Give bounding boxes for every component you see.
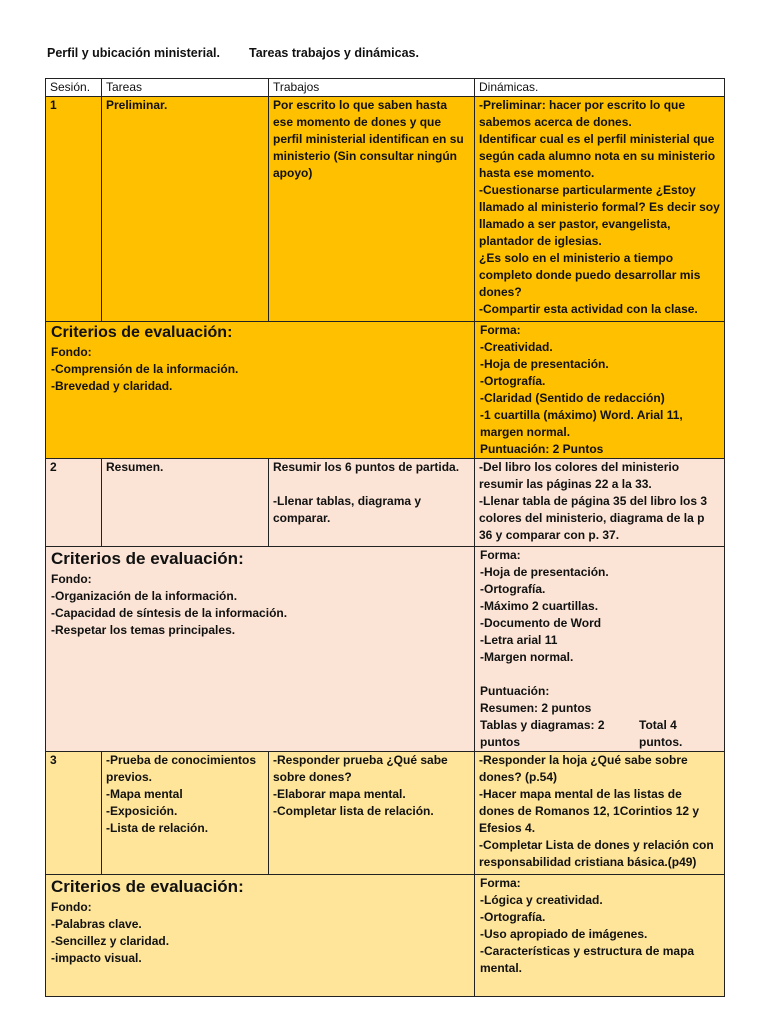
trabajo-item: -Completar lista de relación.: [273, 804, 434, 818]
forma-item: -Características y estructura de mapa mental.: [480, 944, 698, 975]
forma-total-line: [480, 717, 719, 751]
session-row-3: [46, 752, 725, 875]
header-sesion: Sesión.: [46, 79, 102, 97]
fondo-item: -Sencillez y claridad.: [51, 934, 170, 948]
fondo-item: -impacto visual.: [51, 951, 142, 965]
session-tareas: [102, 97, 269, 322]
fondo-item: -Respetar los temas principales.: [51, 623, 236, 637]
trabajo-item: Resumir los 6 puntos de partida.: [273, 460, 460, 474]
header-tareas: Tareas: [102, 79, 269, 97]
forma-item: -Hoja de presentación.: [480, 357, 609, 371]
criterios-fondo: [46, 875, 475, 997]
forma-label: Forma:: [480, 323, 521, 337]
dinamica-item: -Llenar tabla de página 35 del libro los 3 colores del ministerio, diagrama de la p 36 y comparar con p. 37.: [479, 494, 711, 542]
spacer: [480, 666, 719, 683]
header-dinamicas: Dinámicas.: [475, 79, 725, 97]
forma-item: Puntuación: 2 Puntos: [480, 442, 604, 456]
criterios-title: Criterios de evaluación:: [51, 549, 244, 568]
tarea-item: -Prueba de conocimientos previos.: [106, 753, 260, 784]
session-row-2: [46, 459, 725, 547]
criterios-forma: [475, 875, 725, 997]
dinamica-item: -Responder la hoja ¿Qué sabe sobre dones? (p.54): [479, 753, 692, 784]
dinamica-item: -Cuestionarse particularmente ¿Estoy llamado al ministerio formal? Es decir soy llamado a ser pastor, evangelista, plantador de iglesias.: [479, 183, 724, 248]
heading-right: Tareas trabajos y dinámicas.: [248, 46, 419, 60]
session-dinamicas: [475, 459, 725, 547]
session-number: 3: [46, 752, 102, 875]
criterios-forma: [475, 547, 725, 752]
session-tareas: [102, 459, 269, 547]
trabajo-item: -Elaborar mapa mental.: [273, 787, 406, 801]
session-dinamicas: [475, 752, 725, 875]
forma-item: -Ortografía.: [480, 582, 546, 596]
dinamica-item: -Del libro los colores del ministerio resumir las páginas 22 a la 33.: [479, 460, 683, 491]
fondo-item: -Organización de la información.: [51, 589, 238, 603]
heading-left: Perfil y ubicación ministerial.: [47, 46, 220, 60]
session-number: 1: [46, 97, 102, 322]
dinamica-item: Identificar cual es el perfil ministerial que según cada alumno nota en su ministerio hasta ese momento.: [479, 132, 719, 180]
forma-item: -Lógica y creatividad.: [480, 893, 603, 907]
forma-item: -Hoja de presentación.: [480, 565, 609, 579]
table-header-row: [46, 79, 725, 97]
criterios-title: Criterios de evaluación:: [51, 324, 233, 341]
forma-item: -Creatividad.: [480, 340, 553, 354]
session-trabajos: [269, 97, 475, 322]
fondo-label: Fondo:: [51, 345, 92, 359]
session-trabajos: [269, 752, 475, 875]
fondo-label: Fondo:: [51, 572, 92, 586]
fondo-label: Fondo:: [51, 900, 92, 914]
forma-item: -Margen normal.: [480, 650, 574, 664]
forma-label: Forma:: [480, 876, 521, 890]
tarea-item: Resumen.: [106, 460, 164, 474]
forma-item: -Letra arial 11: [480, 633, 558, 647]
criterios-forma: [475, 322, 725, 459]
forma-item: -Máximo 2 cuartillas.: [480, 599, 599, 613]
total-points: Total 4 puntos.: [639, 718, 683, 749]
session-row-1: [46, 97, 725, 322]
sessions-table: [45, 78, 725, 997]
tarea-item: -Mapa mental: [106, 787, 183, 801]
forma-item: -Ortografía.: [480, 374, 546, 388]
dinamica-item: -Hacer mapa mental de las listas de dones de Romanos 12, 1Corintios 12 y Efesios 4.: [479, 787, 703, 835]
trabajo-item: Por escrito lo que saben hasta ese momento de dones y que perfil ministerial identifican en su ministerio (Sin consultar ningún apoyo): [273, 98, 468, 180]
puntuacion-label: Puntuación:: [480, 684, 550, 698]
forma-item: Resumen: 2 puntos: [480, 701, 592, 715]
document-heading: [47, 46, 419, 60]
fondo-item: -Brevedad y claridad.: [51, 379, 173, 393]
criterios-fondo: [46, 322, 475, 459]
dinamica-item: -Compartir esta actividad con la clase.: [479, 302, 698, 316]
forma-item: -Claridad (Sentido de redacción): [480, 391, 665, 405]
session-tareas: [102, 752, 269, 875]
forma-item: Tablas y diagramas: 2 puntos: [480, 718, 605, 749]
criterios-row-1: [46, 322, 725, 459]
criterios-row-2: [46, 547, 725, 752]
dinamica-item: -Completar Lista de dones y relación con responsabilidad cristiana básica.(p49): [479, 838, 718, 869]
tarea-item: -Exposición.: [106, 804, 178, 818]
header-trabajos: Trabajos: [269, 79, 475, 97]
session-trabajos: [269, 459, 475, 547]
forma-item: -Documento de Word: [480, 616, 602, 630]
forma-label: Forma:: [480, 548, 521, 562]
forma-item: -1 cuartilla (máximo) Word. Arial 11, margen normal.: [480, 408, 687, 439]
trabajo-item: -Llenar tablas, diagrama y comparar.: [273, 494, 425, 525]
dinamica-item: -Preliminar: hacer por escrito lo que sabemos acerca de dones.: [479, 98, 689, 129]
forma-item: -Uso apropiado de imágenes.: [480, 927, 648, 941]
tarea-item: Preliminar.: [106, 98, 168, 112]
forma-item: -Ortografía.: [480, 910, 546, 924]
session-dinamicas: [475, 97, 725, 322]
criterios-title: Criterios de evaluación:: [51, 877, 244, 896]
fondo-item: -Capacidad de síntesis de la información.: [51, 606, 288, 620]
trabajo-item: -Responder prueba ¿Qué sabe sobre dones?: [273, 753, 452, 784]
criterios-row-3: [46, 875, 725, 997]
fondo-item: -Palabras clave.: [51, 917, 142, 931]
session-number: 2: [46, 459, 102, 547]
criterios-fondo: [46, 547, 475, 752]
dinamica-item: ¿Es solo en el ministerio a tiempo completo donde puedo desarrollar mis dones?: [479, 251, 704, 299]
fondo-item: -Comprensión de la información.: [51, 362, 239, 376]
spacer: [273, 476, 470, 493]
tarea-item: -Lista de relación.: [106, 821, 209, 835]
